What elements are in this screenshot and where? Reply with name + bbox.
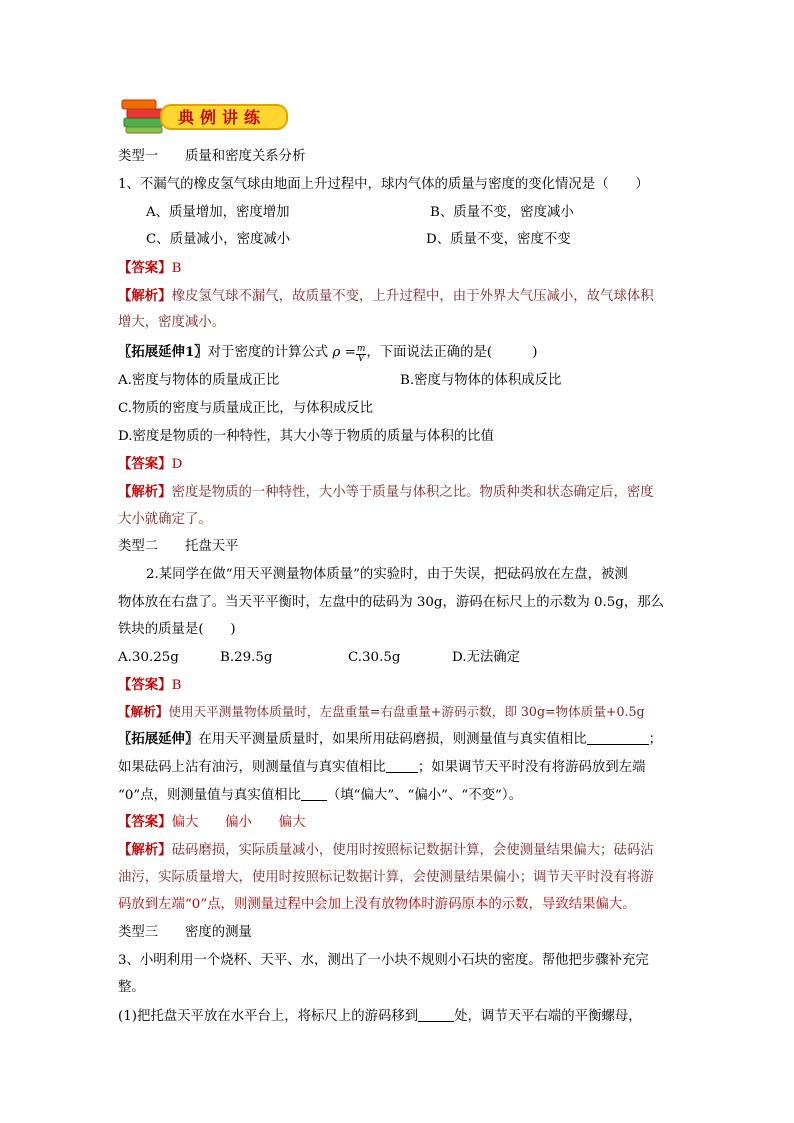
ext1-option-d: D.密度是物质的一种特性，其大小等于物质的质量与体积的比值 xyxy=(118,429,495,444)
analysis-4: 【解析】砝码磨损，实际质量减小，使用时按照标记数据计算，会使测量结果偏大；砝码沾 xyxy=(118,842,654,858)
answer-2: 【答案】D xyxy=(118,456,183,472)
analysis-1: 【解析】橡皮氢气球不漏气，故质量不变，上升过程中，由于外界大气压减小，故气球体积 xyxy=(118,288,654,304)
answer-4: 【答案】偏大 偏小 偏大 xyxy=(118,814,306,830)
q2-option-c: C.30.5g xyxy=(348,650,401,665)
extension-2-cont: 如果砝码上沾有油污，则测量值与真实值相比 ；如果调节天平时没有将游码放到左端 xyxy=(118,760,646,775)
question-1: 1、不漏气的橡皮氢气球由地面上升过程中，球内气体的质量与密度的变化情况是（ ） xyxy=(118,177,649,192)
ext1-option-c: C.物质的密度与质量成正比，与体积成反比 xyxy=(118,401,374,416)
q2-option-b: B.29.5g xyxy=(220,650,273,665)
type3-heading: 类型三 密度的测量 xyxy=(118,925,252,940)
type2-heading: 类型二 托盘天平 xyxy=(118,539,239,554)
blank-4[interactable] xyxy=(418,1007,454,1022)
ext1-option-b: B.密度与物体的体积成反比 xyxy=(400,373,562,388)
question-3: 3、小明利用一个烧杯、天平、水，测出了一小块不规则小石块的密度。帮他把步骤补充完 xyxy=(118,953,649,968)
blank-1[interactable] xyxy=(587,730,649,745)
question-3-cont: 整。 xyxy=(118,980,145,995)
ext1-option-a: A.密度与物体的质量成正比 xyxy=(118,373,280,388)
banner-title: 典例讲练 xyxy=(178,108,267,127)
question-3-step1: (1)把托盘天平放在水平台上，将标尺上的游码移到 处，调节天平右端的平衡螺母， xyxy=(118,1009,642,1024)
question-2-cont: 物体放在右盘了。当天平平衡时，左盘中的砝码为 30g，游码在标尺上的示数为 0.5g，那么 xyxy=(118,595,665,610)
blank-3[interactable] xyxy=(301,786,327,801)
blank-2[interactable] xyxy=(386,758,418,773)
q1-option-d: D、质量不变，密度不变 xyxy=(426,232,571,247)
analysis-3: 【解析】使用天平测量物体质量时，左盘重量=右盘重量+游码示数，即 30g=物体质量+0.5g xyxy=(118,704,645,719)
extension-2: 〖拓展延伸〗在用天平测量质量时，如果所用砝码磨损，则测量值与真实值相比 ； xyxy=(118,731,663,747)
analysis-2: 【解析】密度是物质的一种特性，大小等于质量与体积之比。物质种类和状态确定后，密度 xyxy=(118,484,654,500)
analysis-4-cont: 油污，实际质量增大，使用时按照标记数据计算，会使测量结果偏小；调节天平时没有将游 xyxy=(118,870,654,885)
extension-1: 〖拓展延伸1〗对于密度的计算公式 ρ = $\frac{m}{V}$ ，下面说法正确的是( ) xyxy=(118,344,538,364)
analysis-4-end: 码放到左端“0”点，则测量过程中会加上没有放物体时游码原本的示数，导致结果偏大。 xyxy=(118,897,636,912)
type1-heading: 类型一 质量和密度关系分析 xyxy=(118,149,306,164)
q2-option-d: D.无法确定 xyxy=(452,650,521,665)
analysis-1-cont: 增大，密度减小。 xyxy=(118,315,226,330)
answer-1: 【答案】B xyxy=(118,260,182,276)
section-banner xyxy=(120,96,290,136)
extension-2-end: “0”点，则测量值与真实值相比 （填“偏大”、“偏小”、“不变”）。 xyxy=(118,788,522,803)
q2-option-a: A.30.25g xyxy=(118,650,179,665)
analysis-2-cont: 大小就确定了。 xyxy=(118,512,212,527)
q1-option-a: A、质量增加，密度增加 xyxy=(146,205,290,220)
answer-3: 【答案】B xyxy=(118,677,182,693)
question-2: 2.某同学在做“用天平测量物体质量”的实验时，由于失误，把砝码放在左盘，被测 xyxy=(146,567,628,582)
q1-option-c: C、质量减小，密度减小 xyxy=(146,232,291,247)
q1-option-b: B、质量不变，密度减小 xyxy=(430,205,574,220)
question-2-end: 铁块的质量是( ) xyxy=(118,622,236,637)
density-formula: $\frac{m}{V}$ xyxy=(356,344,366,364)
